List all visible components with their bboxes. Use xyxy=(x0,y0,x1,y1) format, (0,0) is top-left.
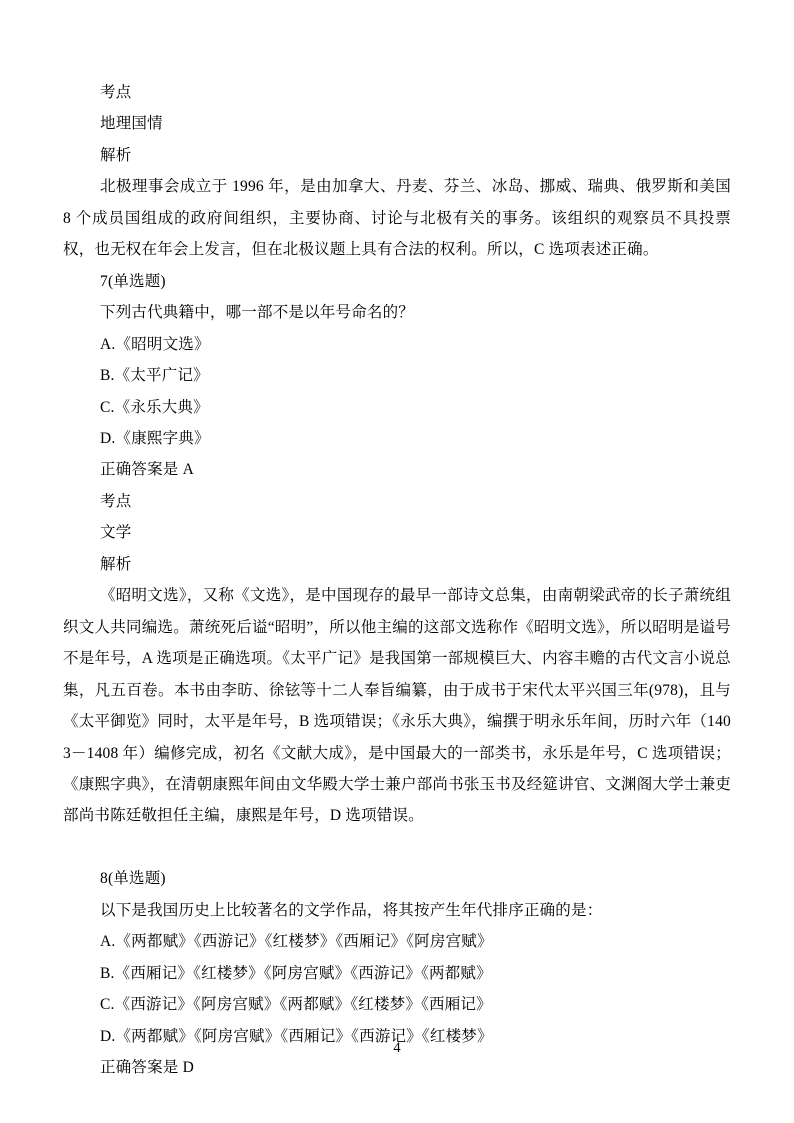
analysis-label-q7: 解析 xyxy=(100,555,132,573)
keypoint-label-q6: 考点 xyxy=(100,84,132,101)
question-7-option-b: B.《太平广记》 xyxy=(100,367,209,385)
question-7-option-c: C.《永乐大典》 xyxy=(100,398,209,416)
question-7-answer: 正确答案是 A xyxy=(100,461,194,479)
question-7-option-d: D.《康熙字典》 xyxy=(100,429,210,447)
blank-line xyxy=(63,832,731,863)
analysis-paragraph-q7: 《昭明文选》，又称《文选》，是中国现存的最早一部诗文总集，由南朝梁武帝的长子萧统组织文人共同编选。萧统死后谥“昭明”，所以他主编的这部文选称作《昭明文选》，所以昭明是谥号不是年号，A 选项是正确选项。《太平广记》是我国第一部规模巨大、内容丰赡的古代文言小说总集，凡五百卷。本书由李昉、徐铉等十二人奉旨编纂，由于成书于宋代太平兴国三年(978)，且与《太平御览》同时，太平是年号，B 选项错误；《永乐大典》，编撰于明永乐年间，历时六年（1403－1408 年）编修完成，初名《文献大成》，是中国最大的一部类书，永乐是年号，C 选项错误；《康熙字典》，在清朝康熙年间由文华殿大学士兼户部尚书张玉书及经筵讲官、文渊阁大学士兼吏部尚书陈廷敬担任主编，康熙是年号，D 选项错误。 xyxy=(63,587,731,825)
question-8-answer: 正确答案是 D xyxy=(100,1059,194,1077)
analysis-paragraph-q6: 北极理事会成立于 1996 年，是由加拿大、丹麦、芬兰、冰岛、挪威、瑞典、俄罗斯和美国 8 个成员国组成的政府间组织，主要协商、讨论与北极有关的事务。该组织的观察员不具投票权，也无权在年会上发言，但在北极议题上具有合法的权利。所以，C 选项表述正确。 xyxy=(63,178,731,259)
question-7-option-a: A.《昭明文选》 xyxy=(100,335,210,353)
document-body xyxy=(63,77,731,1083)
keypoint-value-geography: 地理国情 xyxy=(100,115,163,133)
question-8-option-a: A.《两都赋》《西游记》《红楼梦》《西厢记》《阿房宫赋》 xyxy=(100,933,493,951)
keypoint-value-literature: 文学 xyxy=(100,524,132,542)
question-8-stem: 以下是我国历史上比较著名的文学作品，将其按产生年代排序正确的是： xyxy=(100,901,603,919)
question-8-option-d: D.《两都赋》《阿房宫赋》《西厢记》《西游记》《红楼梦》 xyxy=(100,1027,493,1045)
keypoint-label-q7: 考点 xyxy=(100,492,132,510)
question-7-header: 7(单选题) xyxy=(100,272,166,290)
question-8-option-b: B.《西厢记》《红楼梦》《阿房宫赋》《西游记》《两都赋》 xyxy=(100,964,492,982)
analysis-label-q6: 解析 xyxy=(100,146,132,164)
page-number: 4 xyxy=(393,1040,401,1056)
question-8-header: 8(单选题) xyxy=(100,870,166,888)
question-7-stem: 下列古代典籍中，哪一部不是以年号命名的？ xyxy=(100,304,415,322)
question-8-option-c: C.《西游记》《阿房宫赋》《两都赋》《红楼梦》《西厢记》 xyxy=(100,996,492,1014)
